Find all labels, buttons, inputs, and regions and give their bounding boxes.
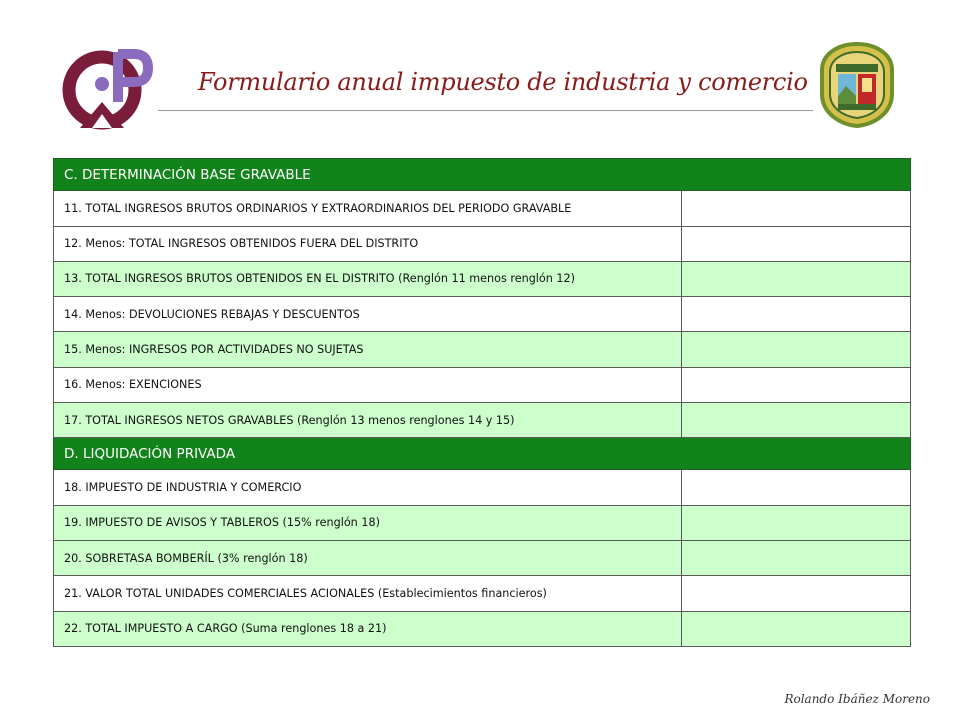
row-value-field[interactable] — [682, 576, 911, 611]
row-label: 17. TOTAL INGRESOS NETOS GRAVABLES (Renglón 13 menos renglones 14 y 15) — [54, 402, 682, 437]
row-label: 22. TOTAL IMPUESTO A CARGO (Suma renglones 18 a 21) — [54, 611, 682, 646]
row-label: 19. IMPUESTO DE AVISOS Y TABLEROS (15% renglón 18) — [54, 505, 682, 540]
tax-form-table — [53, 158, 911, 647]
row-label: 18. IMPUESTO DE INDUSTRIA Y COMERCIO — [54, 470, 682, 505]
table-row — [54, 332, 911, 367]
section-title: C. DETERMINACIÓN BASE GRAVABLE — [54, 159, 911, 191]
row-value-field[interactable] — [682, 332, 911, 367]
author-credit: Rolando Ibáñez Moreno — [784, 692, 930, 706]
table-row — [54, 470, 911, 505]
row-label: 20. SOBRETASA BOMBERÍL (3% renglón 18) — [54, 541, 682, 576]
table-row — [54, 367, 911, 402]
row-label: 12. Menos: TOTAL INGRESOS OBTENIDOS FUERA DEL DISTRITO — [54, 226, 682, 261]
row-value-field[interactable] — [682, 261, 911, 296]
row-label: 13. TOTAL INGRESOS BRUTOS OBTENIDOS EN EL DISTRITO (Renglón 11 menos renglón 12) — [54, 261, 682, 296]
table-row — [54, 541, 911, 576]
section-header-base-gravable — [54, 159, 911, 191]
title-underline — [158, 110, 813, 111]
row-value-field[interactable] — [682, 611, 911, 646]
row-value-field[interactable] — [682, 470, 911, 505]
row-value-field[interactable] — [682, 226, 911, 261]
table-row — [54, 611, 911, 646]
table-row — [54, 576, 911, 611]
row-value-field[interactable] — [682, 297, 911, 332]
page-title: Formulario anual impuesto de industria y comercio — [198, 68, 808, 96]
row-label: 15. Menos: INGRESOS POR ACTIVIDADES NO SUJETAS — [54, 332, 682, 367]
table-row — [54, 505, 911, 540]
row-value-field[interactable] — [682, 191, 911, 226]
row-value-field[interactable] — [682, 505, 911, 540]
row-value-field[interactable] — [682, 367, 911, 402]
row-label: 16. Menos: EXENCIONES — [54, 367, 682, 402]
row-value-field[interactable] — [682, 541, 911, 576]
row-label: 14. Menos: DEVOLUCIONES REBAJAS Y DESCUENTOS — [54, 297, 682, 332]
section-header-liquidacion-privada — [54, 438, 911, 470]
table-row — [54, 226, 911, 261]
row-value-field[interactable] — [682, 402, 911, 437]
table-row — [54, 261, 911, 296]
section-title: D. LIQUIDACIÓN PRIVADA — [54, 438, 911, 470]
municipal-shield-logo — [818, 42, 896, 128]
table-row — [54, 191, 911, 226]
table-row — [54, 402, 911, 437]
row-label: 21. VALOR TOTAL UNIDADES COMERCIALES ACIONALES (Establecimientos financieros) — [54, 576, 682, 611]
gdp-logo — [62, 44, 158, 132]
row-label: 11. TOTAL INGRESOS BRUTOS ORDINARIOS Y EXTRAORDINARIOS DEL PERIODO GRAVABLE — [54, 191, 682, 226]
table-row — [54, 297, 911, 332]
